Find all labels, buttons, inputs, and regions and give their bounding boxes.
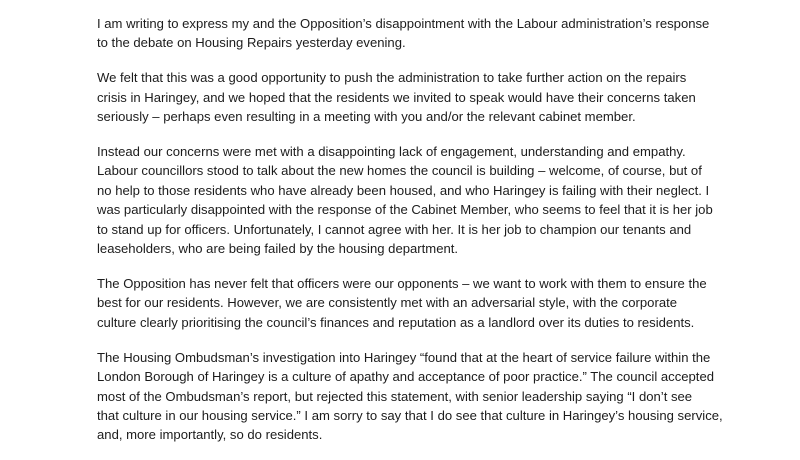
- text-line: Labour councillors stood to talk about the new homes the council is building – welcome, of course, but of: [97, 163, 702, 179]
- text-line: The Opposition has never felt that officers were our opponents – we want to work with them to ensure the: [97, 275, 707, 291]
- text-line: no help to those residents who have already been housed, and who Haringey is failing with their neglect. I: [97, 182, 710, 198]
- text-line: seriously – perhaps even resulting in a meeting with you and/or the relevant cabinet member.: [97, 109, 636, 125]
- text-line: was particularly disappointed with the response of the Cabinet Member, who seems to feel that it is her job: [97, 202, 713, 218]
- paragraph-opportunity: [97, 68, 717, 126]
- text-line: most of the Ombudsman’s report, but rejected this statement, with senior leadership saying “I don’t see: [97, 388, 693, 404]
- text-line: that culture in our housing service.” I am sorry to say that I do see that culture in Haringey’s housing service,: [97, 407, 723, 423]
- text-line: leaseholders, who are being failed by the housing department.: [97, 241, 459, 257]
- text-line: best for our residents. However, we are consistently met with an adversarial style, with the corporate: [97, 295, 678, 311]
- paragraph-opening: [97, 14, 717, 53]
- paragraph-ombudsman: [97, 348, 723, 445]
- text-line: Instead our concerns were met with a disappointing lack of engagement, understanding and empathy.: [97, 144, 686, 160]
- text-line: The Housing Ombudsman’s investigation into Haringey “found that at the heart of service failure within the: [97, 349, 711, 365]
- text-line: I am writing to express my and the Opposition’s disappointment with the Labour administration’s response: [97, 16, 710, 31]
- letter-body: [97, 14, 723, 460]
- paragraph-concerns: [97, 142, 717, 258]
- text-line: We felt that this was a good opportunity to push the administration to take further action on the repairs: [97, 70, 687, 86]
- text-line: and, more importantly, so do residents.: [97, 427, 323, 443]
- paragraph-officers: [97, 274, 717, 332]
- text-line: to the debate on Housing Repairs yesterday evening.: [97, 35, 406, 51]
- text-line: culture clearly prioritising the council’s finances and reputation as a landlord over its duties to residents.: [97, 314, 695, 330]
- text-line: crisis in Haringey, and we hoped that the residents we invited to speak would have their concerns taken: [97, 89, 696, 105]
- text-line: London Borough of Haringey is a culture of apathy and acceptance of poor practice.” The council accepted: [97, 369, 715, 385]
- text-line: to stand up for officers. Unfortunately, I cannot agree with her. It is her job to champion our tenants and: [97, 221, 692, 237]
